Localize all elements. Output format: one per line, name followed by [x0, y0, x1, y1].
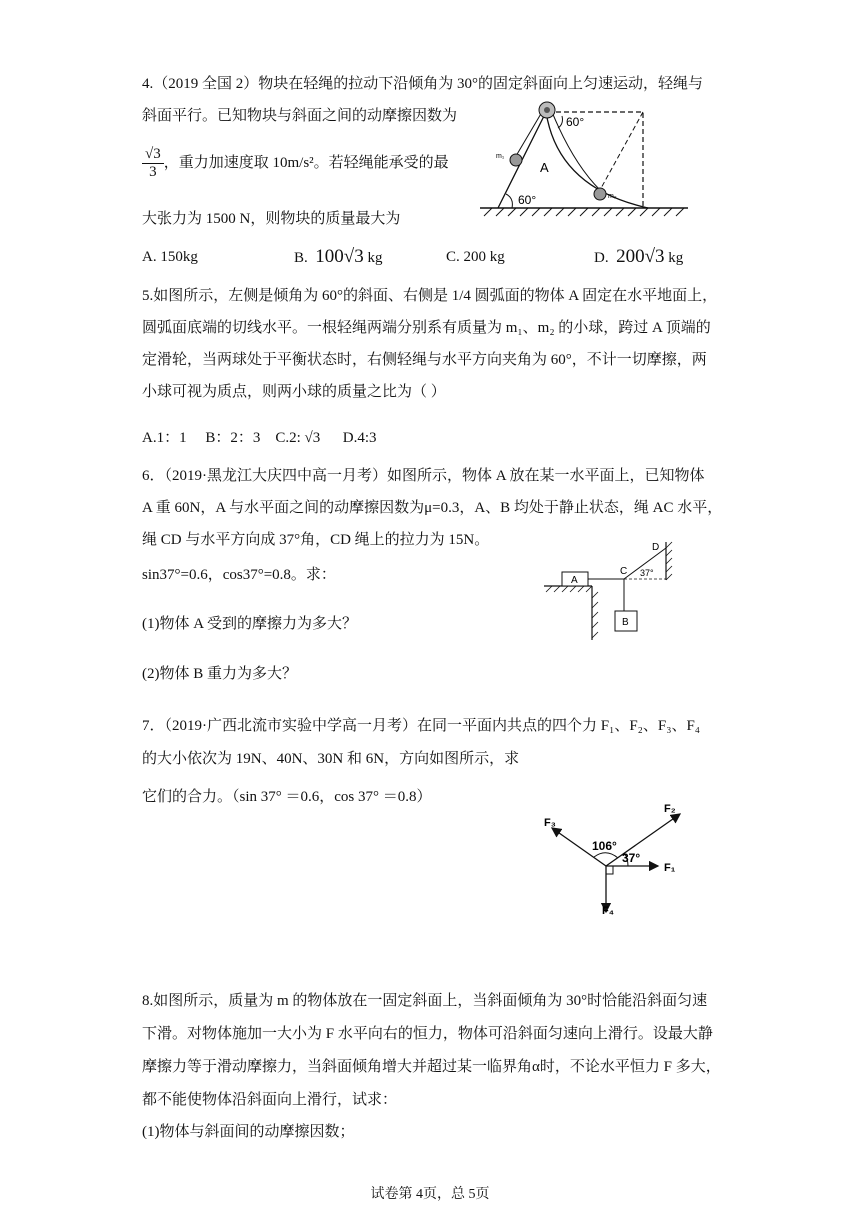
- q4-option-a: A. 150kg: [142, 249, 198, 265]
- q4-option-b-unit: kg: [363, 250, 383, 266]
- ball-m1: [510, 154, 522, 166]
- q7-line-2: 的大小依次为 19N、40N、30N 和 6N，方向如图所示，求: [142, 751, 520, 767]
- q5-line-1: 5.如图所示，左侧是倾角为 60°的斜面、右侧是 1/4 圆弧面的物体 A 固定在水平地面上，: [142, 288, 718, 304]
- dashed-radius: [600, 112, 643, 190]
- q5-line-3: 定滑轮，当两球处于平衡状态时，右侧轻绳与水平方向夹角为 60°，不计一切摩擦，两: [142, 352, 707, 368]
- q8-line-2: 下滑。对物体施加一大小为 F 水平向右的恒力，物体可沿斜面匀速向上滑行。设最大静: [142, 1026, 713, 1042]
- force-f2-arrow: [606, 814, 680, 866]
- q6-sub-2: (2)物体 B 重力为多大？: [142, 666, 297, 682]
- q4-option-b-value: 100√3: [315, 246, 364, 267]
- q7-line-3: 它们的合力。（sin 37° ＝0.6，cos 37° ＝0.8）: [142, 789, 432, 805]
- q4-label-a: A: [540, 160, 549, 175]
- q6-line-1: 6．（2019·黑龙江大庆四中高一月考）如图所示，物体 A 放在某一水平面上，已知物体: [142, 468, 705, 484]
- q7-label-f3: F₃: [544, 817, 556, 829]
- page-footer: 试卷第 4页，总 5页: [370, 1187, 490, 1202]
- q4-line-1: 4.（2019 全国 2）物块在轻绳的拉动下沿倾角为 30°的固定斜面向上匀速运动，轻绳与: [142, 76, 704, 92]
- q7-figure: [536, 798, 696, 918]
- q5-line-2: 圆弧面底端的切线水平。一根轻绳两端分别系有质量为 m₁、m₂ 的小球，跨过 A 顶端的: [142, 320, 711, 336]
- q4-option-d-prefix: D.: [594, 250, 609, 266]
- q8-line-1: 8.如图所示，质量为 m 的物体放在一固定斜面上，当斜面倾角为 30°时恰能沿斜面匀速: [142, 993, 708, 1009]
- q4-line-3: [142, 145, 449, 181]
- q7-angle-37: 37°: [622, 851, 641, 865]
- q7-line-1: 7．（2019·广西北流市实验中学高一月考）在同一平面内共点的四个力 F₁、F₂、F₃、F₄: [142, 718, 701, 734]
- q6-sub-1: (1)物体 A 受到的摩擦力为多大？: [142, 616, 357, 632]
- q7-angle-106: 106°: [592, 839, 617, 853]
- q8-sub-1: (1)物体与斜面间的动摩擦因数；: [142, 1124, 355, 1140]
- q6-figure: [544, 536, 684, 640]
- q7-label-f4: F₄: [602, 905, 614, 917]
- q4-fraction-denominator: 3: [149, 164, 157, 181]
- ground-hatching: [484, 208, 684, 216]
- q4-angle-top: 60°: [566, 115, 585, 129]
- q6-label-b: B: [622, 617, 629, 628]
- q4-option-b: [294, 246, 382, 269]
- q6-label-c: C: [620, 566, 628, 577]
- q4-label-m1: m₁: [496, 153, 505, 160]
- q4-option-c: C. 200 kg: [446, 249, 505, 265]
- q4-friction-fraction: [142, 146, 164, 181]
- q4-line-2: 斜面平行。已知物块与斜面之间的动摩擦因数为: [142, 108, 458, 124]
- q5-options: A.1：1 B：2：3 C.2: √3 D.4:3: [142, 430, 377, 446]
- q6-label-d: D: [652, 542, 660, 553]
- q4-line-3-text: ，重力加速度取 10m/s²。若轻绳能承受的最: [163, 155, 449, 171]
- q7-label-f2: F₂: [664, 803, 676, 815]
- ball-m2: [594, 188, 606, 200]
- q4-option-d-value: 200√3: [616, 246, 665, 267]
- q4-label-m2: m₂: [608, 193, 617, 200]
- q4-line-4: 大张力为 1500 N，则物块的质量最大为: [142, 211, 401, 227]
- q8-line-4: 都不能使物体沿斜面向上滑行，试求：: [142, 1092, 398, 1108]
- q6-label-a: A: [571, 575, 578, 586]
- q6-line-4: sin37°=0.6，cos37°=0.8。求：: [142, 567, 336, 583]
- q7-label-f1: F₁: [664, 862, 676, 874]
- q4-angle-bottom: 60°: [518, 193, 537, 207]
- q4-fraction-numerator: √3: [142, 146, 164, 164]
- q4-option-d-unit: kg: [664, 250, 684, 266]
- q4-option-d: [594, 246, 683, 269]
- q5-line-4: 小球可视为质点，则两小球的质量之比为（ ）: [142, 384, 446, 400]
- q6-line-2: A 重 60N，A 与水平面之间的动摩擦因数为μ=0.3，A、B 均处于静止状态，绳 AC 水平，: [142, 500, 723, 516]
- q6-line-3: 绳 CD 与水平方向成 37°角，CD 绳上的拉力为 15N。: [142, 532, 490, 548]
- q6-angle-label: 37°: [640, 568, 654, 578]
- q4-option-b-prefix: B.: [294, 250, 308, 266]
- q4-figure: [478, 98, 690, 218]
- q8-line-3: 摩擦力等于滑动摩擦力，当斜面倾角增大并超过某一临界角α时，不论水平恒力 F 多大，: [142, 1059, 721, 1075]
